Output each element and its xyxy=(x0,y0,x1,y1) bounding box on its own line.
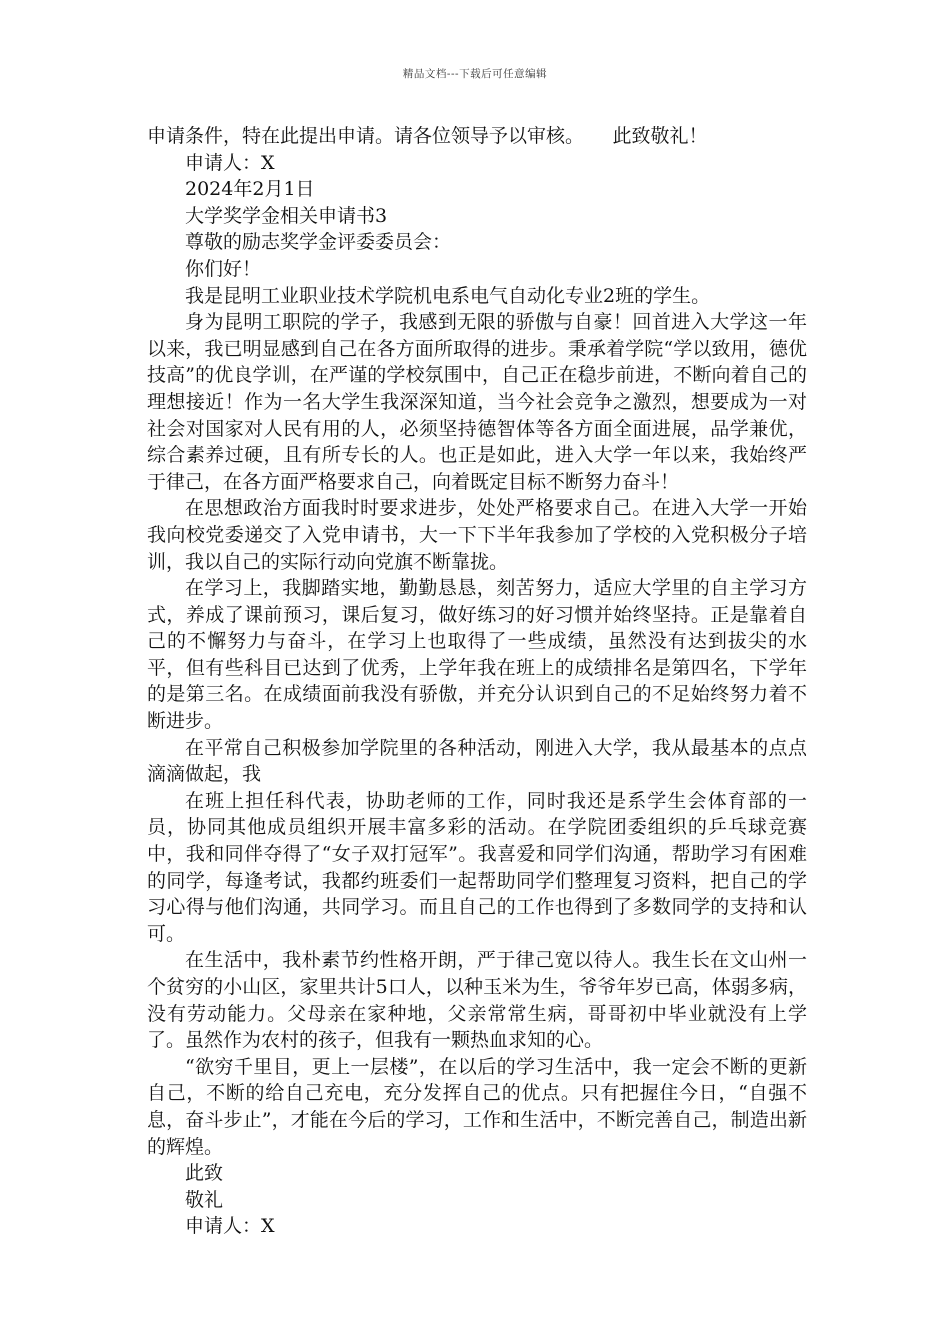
paragraph: 在学习上，我脚踏实地，勤勤恳恳，刻苦努力，适应大学里的自主学习方式，养成了课前预习，课后复习，做好练习的好习惯并始终坚持。正是靠着自己的不懈努力与奋斗，在学习上也取得了一些成绩，虽然没有达到拔尖的水平，但有些科目已达到了优秀，上学年我在班上的成绩排名是第四名，下学年的是第三名。在成绩面前我没有骄傲，并充分认识到自己的不足始终努力着不断进步。 xyxy=(147,577,807,733)
paragraph: 在生活中，我朴素节约性格开朗，严于律己宽以待人。我生长在文山州一个贫穷的小山区，家里共计5口人，以种玉米为生，爷爷年岁已高，体弱多病，没有劳动能力。父母亲在家种地，父亲常常生病，哥哥初中毕业就没有上学了。虽然作为农村的孩子，但我有一颗热血求知的心。 xyxy=(147,949,807,1052)
paragraph: 2024年2月1日 xyxy=(185,178,315,201)
paragraph: 尊敬的励志奖学金评委委员会： xyxy=(185,231,452,254)
paragraph: 我是昆明工业职业技术学院机电系电气自动化专业2班的学生。 xyxy=(185,284,711,307)
paragraph: 在平常自己积极参加学院里的各种活动，刚进入大学，我从最基本的点点滴滴做起，我 xyxy=(147,736,807,786)
paragraph: 申请人：X xyxy=(185,1215,275,1238)
paragraph: 大学奖学金相关申请书3 xyxy=(185,204,388,227)
paragraph: 你们好！ xyxy=(185,257,262,280)
document-body xyxy=(147,123,807,1240)
paragraph: 在班上担任科代表，协助老师的工作，同时我还是系学生会体育部的一员，协同其他成员组织开展丰富多彩的活动。在学院团委组织的乒乓球竞赛中，我和同伴夺得了“女子双打冠军”。我喜爱和同学们沟通，帮助学习有困难的同学，每逢考试，我都约班委们一起帮助同学们整理复习资料，把自己的学习心得与他们沟通，共同学习。而且自己的工作也得到了多数同学的支持和认可。 xyxy=(147,789,807,945)
paragraph: 申请人：X xyxy=(185,151,275,174)
paragraph: 敬礼 xyxy=(185,1188,224,1211)
page-header: 精品文档---下载后可任意编辑 xyxy=(402,68,548,80)
paragraph: 身为昆明工职院的学子，我感到无限的骄傲与自豪！回首进入大学这一年以来，我已明显感到自己在各方面所取得的进步。秉承着学院“学以致用，德优技高”的优良学训，在严谨的学校氛围中，自己正在稳步前进，不断向着自己的理想接近！作为一名大学生我深深知道，当今社会竞争之激烈，想要成为一对社会对国家对人民有用的人，必须坚持德智体等各方面全面进展，品学兼优，综合素养过硬，且有所专长的人。也正是如此，进入大学一年以来，我始终严于律己，在各方面严格要求自己，向着既定目标不断努力奋斗！ xyxy=(147,311,807,493)
paragraph: 在思想政治方面我时时要求进步，处处严格要求自己。在进入大学一开始我向校党委递交了入党申请书，大一下下半年我参加了学校的入党积极分子培训，我以自己的实际行动向党旗不断靠拢。 xyxy=(147,497,807,573)
paragraph: 此致 xyxy=(185,1162,224,1185)
paragraph: 申请条件，特在此提出申请。请各位领导予以审核。 此致敬礼！ xyxy=(147,125,708,147)
paragraph: “欲穷千里目，更上一层楼”，在以后的学习生活中，我一定会不断的更新自己，不断的给自己充电，充分发挥自己的优点。只有把握住今日，“自强不息，奋斗步止”，才能在今后的学习，工作和生活中，不断完善自己，制造出新的辉煌。 xyxy=(147,1055,807,1158)
